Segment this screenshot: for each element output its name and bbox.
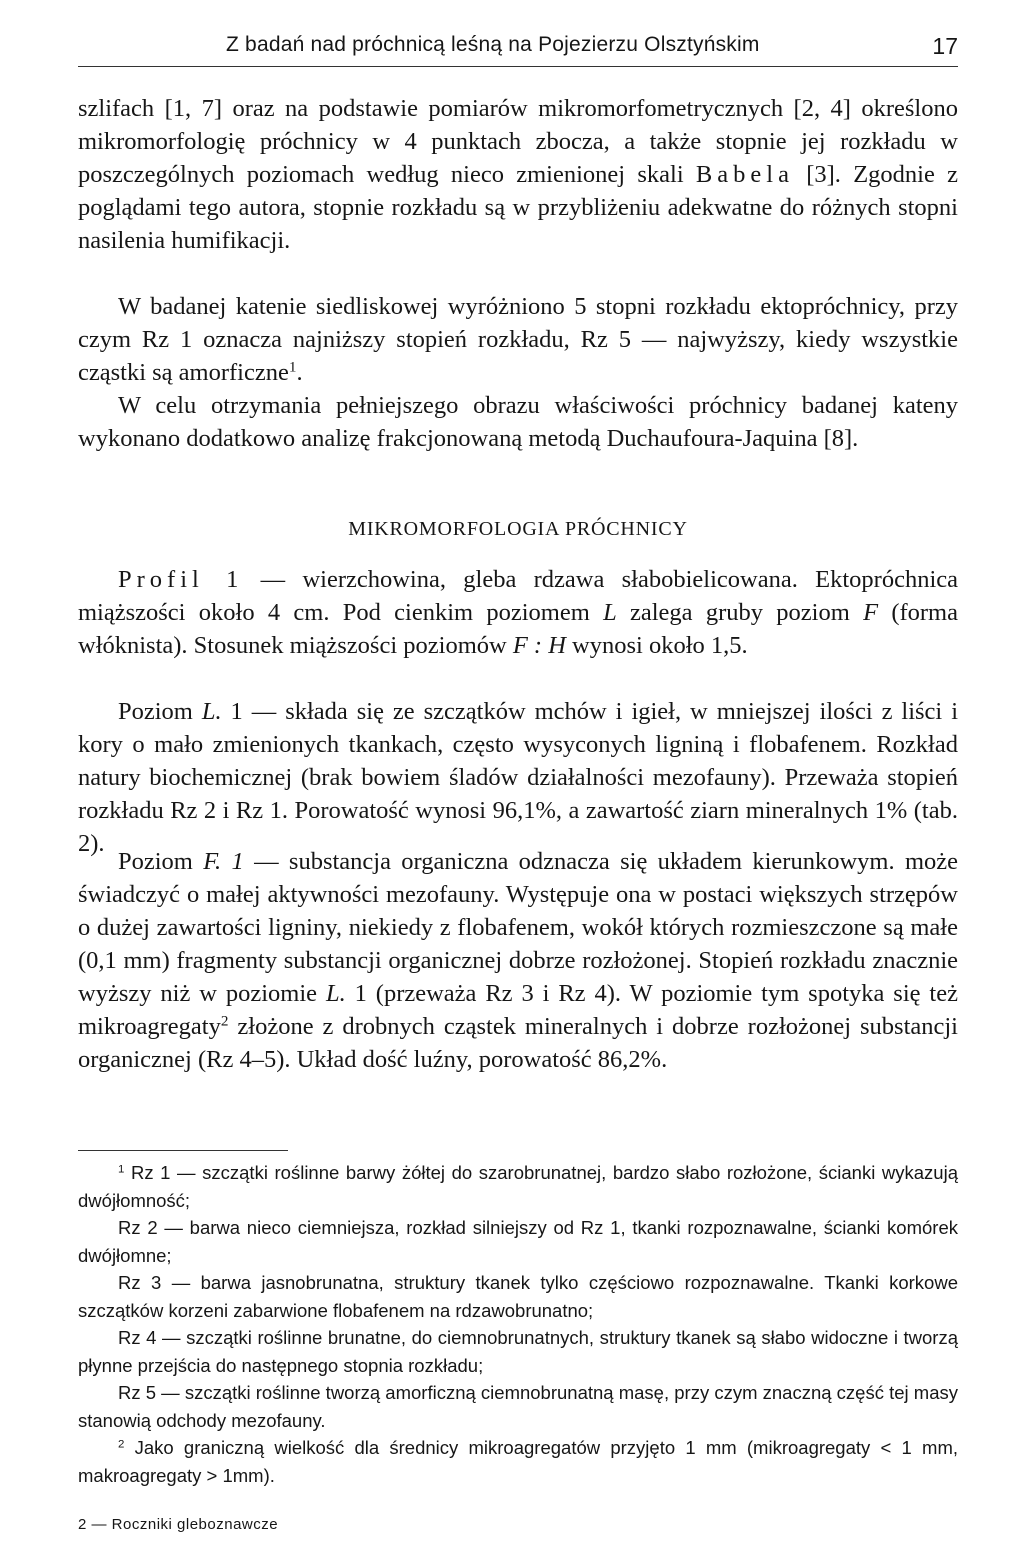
section-title: MIKROMORFOLOGIA PRÓCHNICY bbox=[348, 518, 688, 540]
running-title: Z badań nad próchnicą leśną na Pojezierzu Olsztyńskim bbox=[226, 33, 760, 56]
footnote-ref-2: 2 bbox=[220, 1012, 229, 1030]
page-number: 17 bbox=[932, 33, 958, 59]
footnote-ref-1: 1 bbox=[288, 358, 297, 376]
footnote-1-rz4: Rz 4 — szczątki roślinne brunatne, do ciemnobrunatnych, struktury tkanek są słabo widoczne i tworzą płynne przejścia do następnego stopnia rozkładu; bbox=[78, 1327, 958, 1376]
paragraph-fractional-analysis: W celu otrzymania pełniejszego obrazu właściwości próchnicy badanej kateny wykonano dodatkowo analizę frakcjonowaną metodą Duchaufoura-Jaquina [8]. bbox=[78, 392, 958, 452]
running-header bbox=[78, 30, 958, 67]
author-name: Babela bbox=[695, 161, 794, 188]
footnote-1-rz1: $^1$ Rz 1 — szczątki roślinne barwy żółtej do szarobrunatnej, bardzo słabo rozłożone, ścianki wykazują dwójłomność; bbox=[78, 1162, 958, 1211]
paragraph-profile-1: Profil 1 — wierzchowina, gleba rdzawa słabobielicowana. Ektopróchnica miąższości około 4 cm. Pod cienkim poziomem L zalega gruby poziom F (forma włóknista). Stosunek miąższości poziomów F : H wynosi około 1,5. bbox=[78, 566, 959, 659]
footnote-1-rz3: Rz 3 — barwa jasnobrunatna, struktury tkanek tylko częściowo rozpoznawalne. Tkanki korkowe szczątków korzeni zabarwione flobafenem na rdzawobrunatno; bbox=[78, 1272, 958, 1321]
footnote-2: $^2$ Jako graniczną wielkość dla średnicy mikroagregatów przyjęto 1 mm (mikroagregaty < 1 mm, makroagregaty > 1mm). bbox=[78, 1437, 958, 1486]
profile-label: Profil 1 bbox=[118, 566, 244, 593]
footnote-1-rz2: Rz 2 — barwa nieco ciemniejsza, rozkład silniejszy od Rz 1, tkanki rozpoznawalne, ścianki komórek dwójłomne; bbox=[78, 1217, 958, 1266]
signature-footer: 2 — Roczniki gleboznawcze bbox=[78, 1516, 279, 1533]
footnote-separator bbox=[78, 1150, 288, 1151]
paragraph-level-f1: Poziom F. 1 — substancja organiczna odznacza się układem kierunkowym. może świadczyć o małej aktywności mezofauny. Występuje ona w postaci większych strzępów o dużej zawartości ligniny, niekiedy z flobafenem, wokół których rozmieszczone są małe (0,1 mm) fragmenty substancji organicznej dobrze rozłożonej. Stopień rozkładu znacznie wyższy niż w poziomie L. 1 (przeważa Rz 3 i Rz 4). W poziomie tym spotyka się też mikroagregaty$^2$ złożone z drobnych cząstek mineralnych i dobrze rozłożonej substancji organicznej (Rz 4–5). Układ dość luźny, porowatość 86,2%. bbox=[78, 848, 958, 1073]
paragraph-decomposition-stages: W badanej katenie siedliskowej wyróżniono 5 stopni rozkładu ektopróchnicy, przy czym Rz 1 oznacza najniższy stopień rozkładu, Rz 5 — najwyższy, kiedy wszystkie cząstki są amorficzne$^1$. bbox=[78, 293, 958, 386]
paragraph-level-l1: Poziom L. 1 — składa się ze szczątków mchów i igieł, w mniejszej ilości z liści i kory o mało zmienionych tkankach, często wysyconych ligniną i flobafenem. Rozkład natury biochemicznej (brak bowiem śladów działalności mezofauny). Przeważa stopień rozkładu Rz 2 i Rz 1. Porowatość wynosi 96,1%, a zawartość ziarn mineralnych 1% (tab. 2). bbox=[78, 698, 958, 857]
paragraph-methods: szlifach [1, 7] oraz na podstawie pomiarów mikromorfometrycznych [2, 4] określono mikromorfologię próchnicy w 4 punktach zbocza, a także stopnie jej rozkładu w poszczególnych poziomach według nieco zmienionej skali Babela [3]. Zgodnie z poglądami tego autora, stopnie rozkładu są w przybliżeniu adekwatne do różnych stopni nasilenia humifikacji. bbox=[78, 95, 958, 254]
footnote-1-rz5: Rz 5 — szczątki roślinne tworzą amorficzną ciemnobrunatną masę, przy czym znaczną część tej masy stanowią odchody mezofauny. bbox=[78, 1382, 958, 1431]
